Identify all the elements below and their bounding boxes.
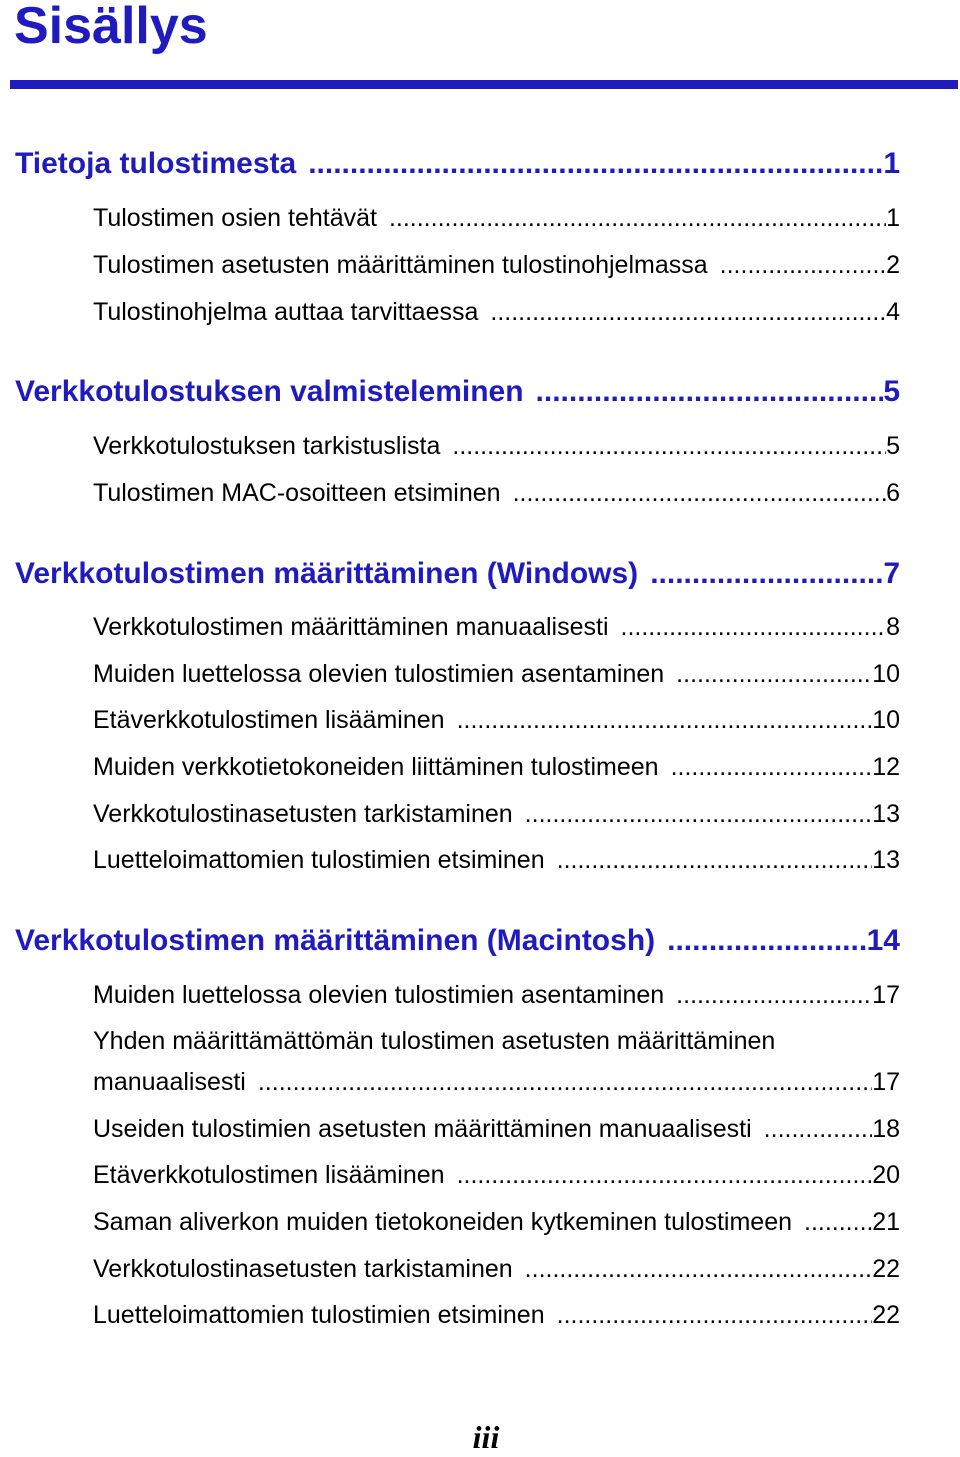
- toc-section-title: Muiden luettelossa olevien tulostimien asentaminen: [93, 660, 665, 688]
- toc-page-number: 18: [872, 1115, 900, 1143]
- toc-page-number: 2: [886, 251, 900, 279]
- toc-page-number: 4: [886, 298, 900, 326]
- toc-section-3-5[interactable]: [93, 797, 900, 831]
- dot-leader: [720, 248, 886, 282]
- toc-chapter-2[interactable]: [15, 372, 900, 412]
- toc-section-title: Muiden luettelossa olevien tulostimien asentaminen: [93, 981, 665, 1009]
- toc-section-4-6[interactable]: [93, 1252, 900, 1286]
- dot-leader: [525, 797, 873, 831]
- toc-section-title: Verkkotulostinasetusten tarkistaminen: [93, 1255, 513, 1283]
- toc-page-number: 10: [872, 660, 900, 688]
- toc-section-2-2[interactable]: [93, 476, 900, 510]
- toc-chapter-title: Verkkotulostuksen valmisteleminen: [15, 375, 524, 408]
- toc-page-number: 13: [872, 800, 900, 828]
- toc-section-title: Verkkotulostimen määrittäminen manuaalisesti: [93, 613, 609, 641]
- toc-section-title: Luetteloimattomien tulostimien etsiminen: [93, 1301, 545, 1329]
- dot-leader: [676, 657, 872, 691]
- toc-section-4-5[interactable]: [93, 1205, 900, 1239]
- dot-leader: [490, 295, 886, 329]
- title-rule: [10, 80, 958, 89]
- page-title: Sisällys: [14, 0, 208, 55]
- toc-section-4-4[interactable]: [93, 1158, 900, 1192]
- dot-leader: [513, 476, 887, 510]
- dot-leader: [557, 1298, 873, 1332]
- toc-chapter-3[interactable]: [15, 554, 900, 594]
- toc-section-3-2[interactable]: [93, 657, 900, 691]
- toc-section-4-1[interactable]: [93, 978, 900, 1012]
- dot-leader: [457, 1158, 873, 1192]
- toc-page-number: 22: [872, 1301, 900, 1329]
- toc-section-title: Tulostimen asetusten määrittäminen tulostinohjelmassa: [93, 251, 708, 279]
- toc-page-number: 6: [886, 479, 900, 507]
- dot-leader: [557, 843, 873, 877]
- toc-section-3-1[interactable]: [93, 610, 900, 644]
- toc-section-title: Useiden tulostimien asetusten määrittäminen manuaalisesti: [93, 1115, 752, 1143]
- dot-leader: [671, 750, 873, 784]
- toc-section-title: Tulostinohjelma auttaa tarvittaessa: [93, 298, 479, 326]
- toc-page-number: 5: [886, 432, 900, 460]
- toc-section-title: Luetteloimattomien tulostimien etsiminen: [93, 846, 545, 874]
- dot-leader: [650, 554, 883, 594]
- toc-page-number: 17: [872, 981, 900, 1009]
- page-number: iii: [472, 1419, 500, 1455]
- toc-section-title: Verkkotulostinasetusten tarkistaminen: [93, 800, 513, 828]
- toc-section-title: Tulostimen osien tehtävät: [93, 204, 377, 232]
- dot-leader: [804, 1205, 872, 1239]
- toc-section-3-3[interactable]: [93, 703, 900, 737]
- toc-section-title: Verkkotulostuksen tarkistuslista: [93, 432, 441, 460]
- toc-section-1-1[interactable]: [93, 201, 900, 235]
- toc-section-1-3[interactable]: [93, 295, 900, 329]
- toc-section-4-3[interactable]: [93, 1112, 900, 1146]
- toc-page-number: 7: [883, 557, 900, 590]
- dot-leader: [764, 1112, 873, 1146]
- toc-page-number: 22: [872, 1255, 900, 1283]
- toc-page-number: 1: [886, 204, 900, 232]
- dot-leader: [536, 372, 884, 412]
- dot-leader: [452, 429, 886, 463]
- toc-chapter-title: Tietoja tulostimesta: [15, 147, 297, 180]
- toc-page-number: 14: [866, 924, 900, 957]
- dot-leader: [389, 201, 886, 235]
- toc-page-number: 17: [872, 1068, 900, 1096]
- toc-page-number: 20: [872, 1161, 900, 1189]
- dot-leader: [308, 144, 883, 184]
- toc-section-2-1[interactable]: [93, 429, 900, 463]
- toc-page-number: 10: [872, 706, 900, 734]
- toc-section-3-6[interactable]: [93, 843, 900, 877]
- toc-section-3-4[interactable]: [93, 750, 900, 784]
- toc-page-number: 5: [883, 375, 900, 408]
- toc-section-title: Etäverkkotulostimen lisääminen: [93, 1161, 445, 1189]
- toc-section-4-7[interactable]: [93, 1298, 900, 1332]
- toc-page-number: 12: [872, 753, 900, 781]
- toc-section-title: manuaalisesti: [93, 1068, 246, 1096]
- dot-leader: [667, 921, 866, 961]
- dot-leader: [525, 1252, 873, 1286]
- toc-section-title: Tulostimen MAC-osoitteen etsiminen: [93, 479, 501, 507]
- toc-chapter-4[interactable]: [15, 921, 900, 961]
- toc-section-title: Etäverkkotulostimen lisääminen: [93, 706, 445, 734]
- toc-page-number: 13: [872, 846, 900, 874]
- toc-section-4-2[interactable]: [93, 1065, 900, 1099]
- toc-page-number: 21: [872, 1208, 900, 1236]
- toc-chapter-1[interactable]: [15, 144, 900, 184]
- toc-page-number: 8: [886, 613, 900, 641]
- dot-leader: [457, 703, 873, 737]
- dot-leader: [621, 610, 887, 644]
- toc-chapter-title: Verkkotulostimen määrittäminen (Macintosh): [15, 924, 656, 957]
- dot-leader: [258, 1065, 872, 1099]
- toc-page-number: 1: [883, 147, 900, 180]
- toc-section-title: Saman aliverkon muiden tietokoneiden kytkeminen tulostimeen: [93, 1208, 792, 1236]
- toc-section-title: Muiden verkkotietokoneiden liittäminen tulostimeen: [93, 753, 659, 781]
- toc-section-4-2-line1[interactable]: Yhden määrittämättömän tulostimen asetusten määrittäminen: [93, 1027, 776, 1055]
- toc-section-1-2[interactable]: [93, 248, 900, 282]
- dot-leader: [676, 978, 872, 1012]
- toc-chapter-title: Verkkotulostimen määrittäminen (Windows): [15, 557, 639, 590]
